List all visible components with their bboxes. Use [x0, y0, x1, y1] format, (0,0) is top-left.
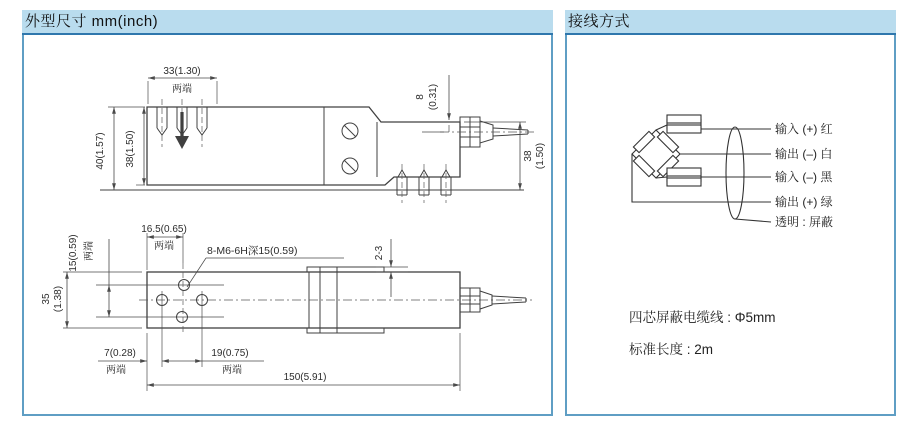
wiring-diagram-box [565, 35, 896, 416]
bottom-rail [307, 328, 384, 333]
dim-19-label: 19(0.75) [211, 348, 249, 359]
wire-label-input-plus: 输入 (+) 红 [775, 122, 833, 136]
slotted-screws [342, 123, 358, 174]
dim-35-inch-label: (1.38) [53, 285, 64, 313]
dim-15-note: 两端 [84, 241, 95, 261]
wire-shield [735, 219, 771, 222]
compensation-resistors-top [656, 115, 701, 133]
dim-15-label: 15(0.59) [68, 234, 79, 272]
dim-2-3 [374, 239, 408, 297]
dim-7 [98, 348, 147, 376]
outline-dimensions-title: 外型尺寸 mm(inch) [22, 10, 553, 35]
dim-38-right-inch-label: (1.50) [535, 142, 546, 170]
wire-label-shield: 透明 : 屏蔽 [775, 215, 834, 229]
strain-gauge-resistor [633, 131, 654, 152]
dim-7-label: 7(0.28) [104, 348, 136, 359]
dim-35-label: 35 [41, 293, 52, 305]
load-cell-body-side [147, 107, 460, 185]
dim-33 [148, 66, 217, 104]
dim-38-right-label: 38 [523, 150, 534, 162]
mounting-holes [157, 280, 208, 323]
wiring-diagram [567, 35, 894, 414]
outline-dimensions-panel [22, 10, 553, 416]
dim-16-5-note: 两端 [154, 241, 174, 252]
wire-label-input-minus: 输入 (–) 黑 [775, 170, 833, 184]
wiring-panel [565, 10, 896, 416]
dim-15 [68, 234, 109, 317]
thread-callout-label: 8-M6-6H深15(0.59) [207, 245, 298, 257]
dim-33-note: 两端 [172, 84, 192, 95]
dim-2-3-label: 2-3 [374, 245, 385, 261]
wire-label-output-plus: 输出 (+) 绿 [775, 195, 833, 209]
cable-sheath-ellipse [726, 127, 744, 219]
top-view [41, 224, 532, 391]
cable-spec-note: 四芯屏蔽电缆线 : Φ5mm [629, 310, 776, 325]
dim-16-5 [141, 224, 187, 270]
side-view [95, 66, 546, 203]
dim-8-inch-label: (0.31) [428, 83, 439, 111]
dim-40-label: 40(1.57) [95, 132, 106, 170]
strain-gauge-resistor [657, 131, 678, 152]
dim-7-note: 两端 [106, 365, 126, 376]
dim-16-5-label: 16.5(0.65) [141, 224, 187, 235]
dim-19-note: 两端 [222, 365, 242, 376]
dim-8 [415, 75, 449, 132]
wire-label-output-minus: 输出 (–) 白 [775, 147, 833, 161]
top-rail [307, 267, 384, 272]
dimension-drawing [24, 35, 551, 414]
outline-dimensions-drawing-box [22, 35, 553, 416]
wiring-title: 接线方式 [565, 10, 896, 35]
dim-35 [41, 272, 142, 328]
dim-8-label: 8 [415, 94, 426, 100]
dim-38-left-label: 38(1.50) [125, 130, 136, 168]
dim-150-label: 150(5.91) [283, 372, 327, 383]
dim-19 [162, 348, 264, 376]
bottom-threaded-holes [397, 164, 451, 203]
dim-150 [147, 372, 460, 385]
dim-33-label: 33(1.30) [163, 66, 201, 77]
strain-gauge-resistor [633, 155, 654, 176]
cable-length-note: 标准长度 : 2m [629, 342, 714, 357]
dim-40-38-left [95, 107, 145, 190]
